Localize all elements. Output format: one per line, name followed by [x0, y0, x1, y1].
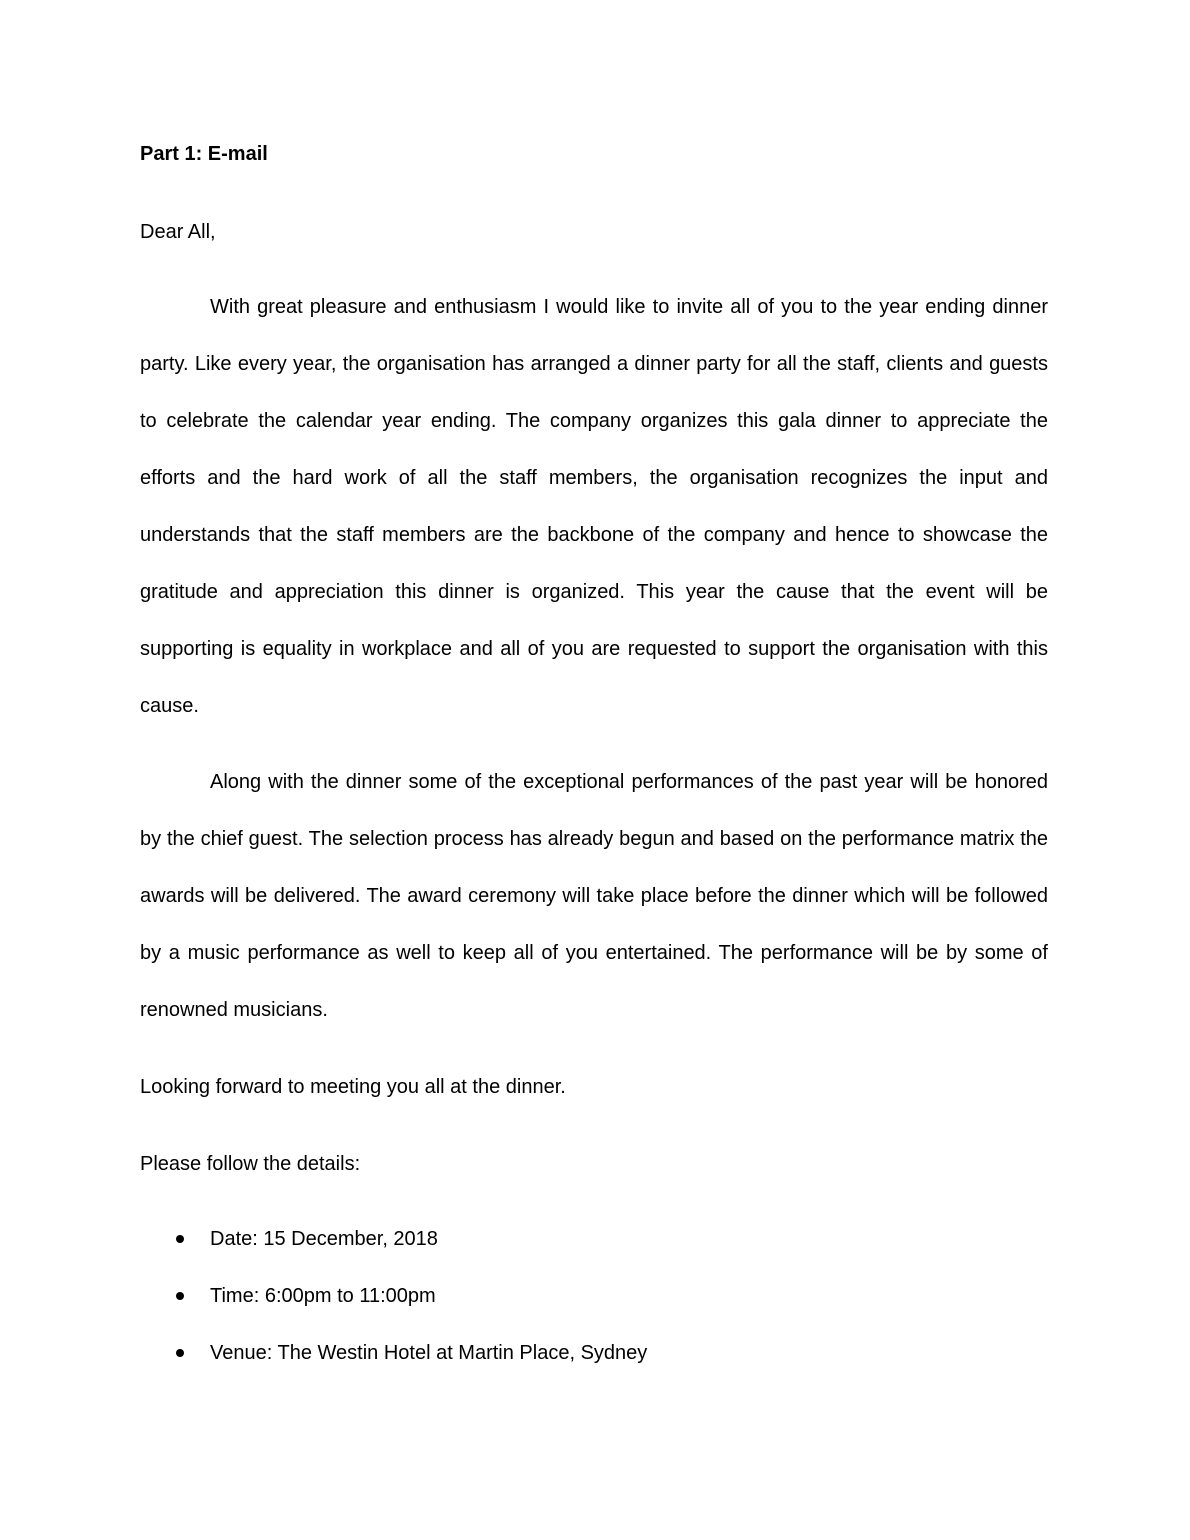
section-heading: Part 1: E-mail: [140, 143, 268, 165]
list-item: [140, 1225, 647, 1282]
paragraph-text: Along with the dinner some of the exceptional performances of the past year will be honored by the chief guest. The selection process has already begun and based on the performance matrix the awards will be delivered. The award ceremony will take place before the dinner which will be followed by a music performance as well to keep all of you entertained. The performance will be by some of renowned musicians.: [140, 771, 1048, 1021]
list-item: [140, 1282, 647, 1339]
bullet-icon: [176, 1292, 184, 1300]
paragraph-invitation: [140, 279, 1048, 735]
paragraph-text: With great pleasure and enthusiasm I would like to invite all of you to the year ending dinner party. Like every year, the organisation has arranged a dinner party for all the staff, clients and guests to celebrate the calendar year ending. The company organizes this gala dinner to appreciate the efforts and the hard work of all the staff members, the organisation recognizes the input and understands that the staff members are the backbone of the company and hence to showcase the gratitude and appreciation this dinner is organized. This year the cause that the event will be supporting is equality in workplace and all of you are requested to support the organisation with this cause.: [140, 296, 1048, 717]
detail-venue: Venue: The Westin Hotel at Martin Place, Sydney: [210, 1342, 648, 1364]
details-intro: Please follow the details:: [140, 1153, 361, 1175]
detail-date: Date: 15 December, 2018: [210, 1228, 438, 1250]
detail-time: Time: 6:00pm to 11:00pm: [210, 1285, 436, 1307]
bullet-icon: [176, 1235, 184, 1243]
bullet-icon: [176, 1349, 184, 1357]
paragraph-awards: [140, 754, 1048, 1039]
closing-line: Looking forward to meeting you all at the dinner.: [140, 1076, 566, 1098]
list-item: [140, 1339, 647, 1396]
salutation: Dear All,: [140, 221, 216, 243]
details-list: [140, 1225, 647, 1396]
